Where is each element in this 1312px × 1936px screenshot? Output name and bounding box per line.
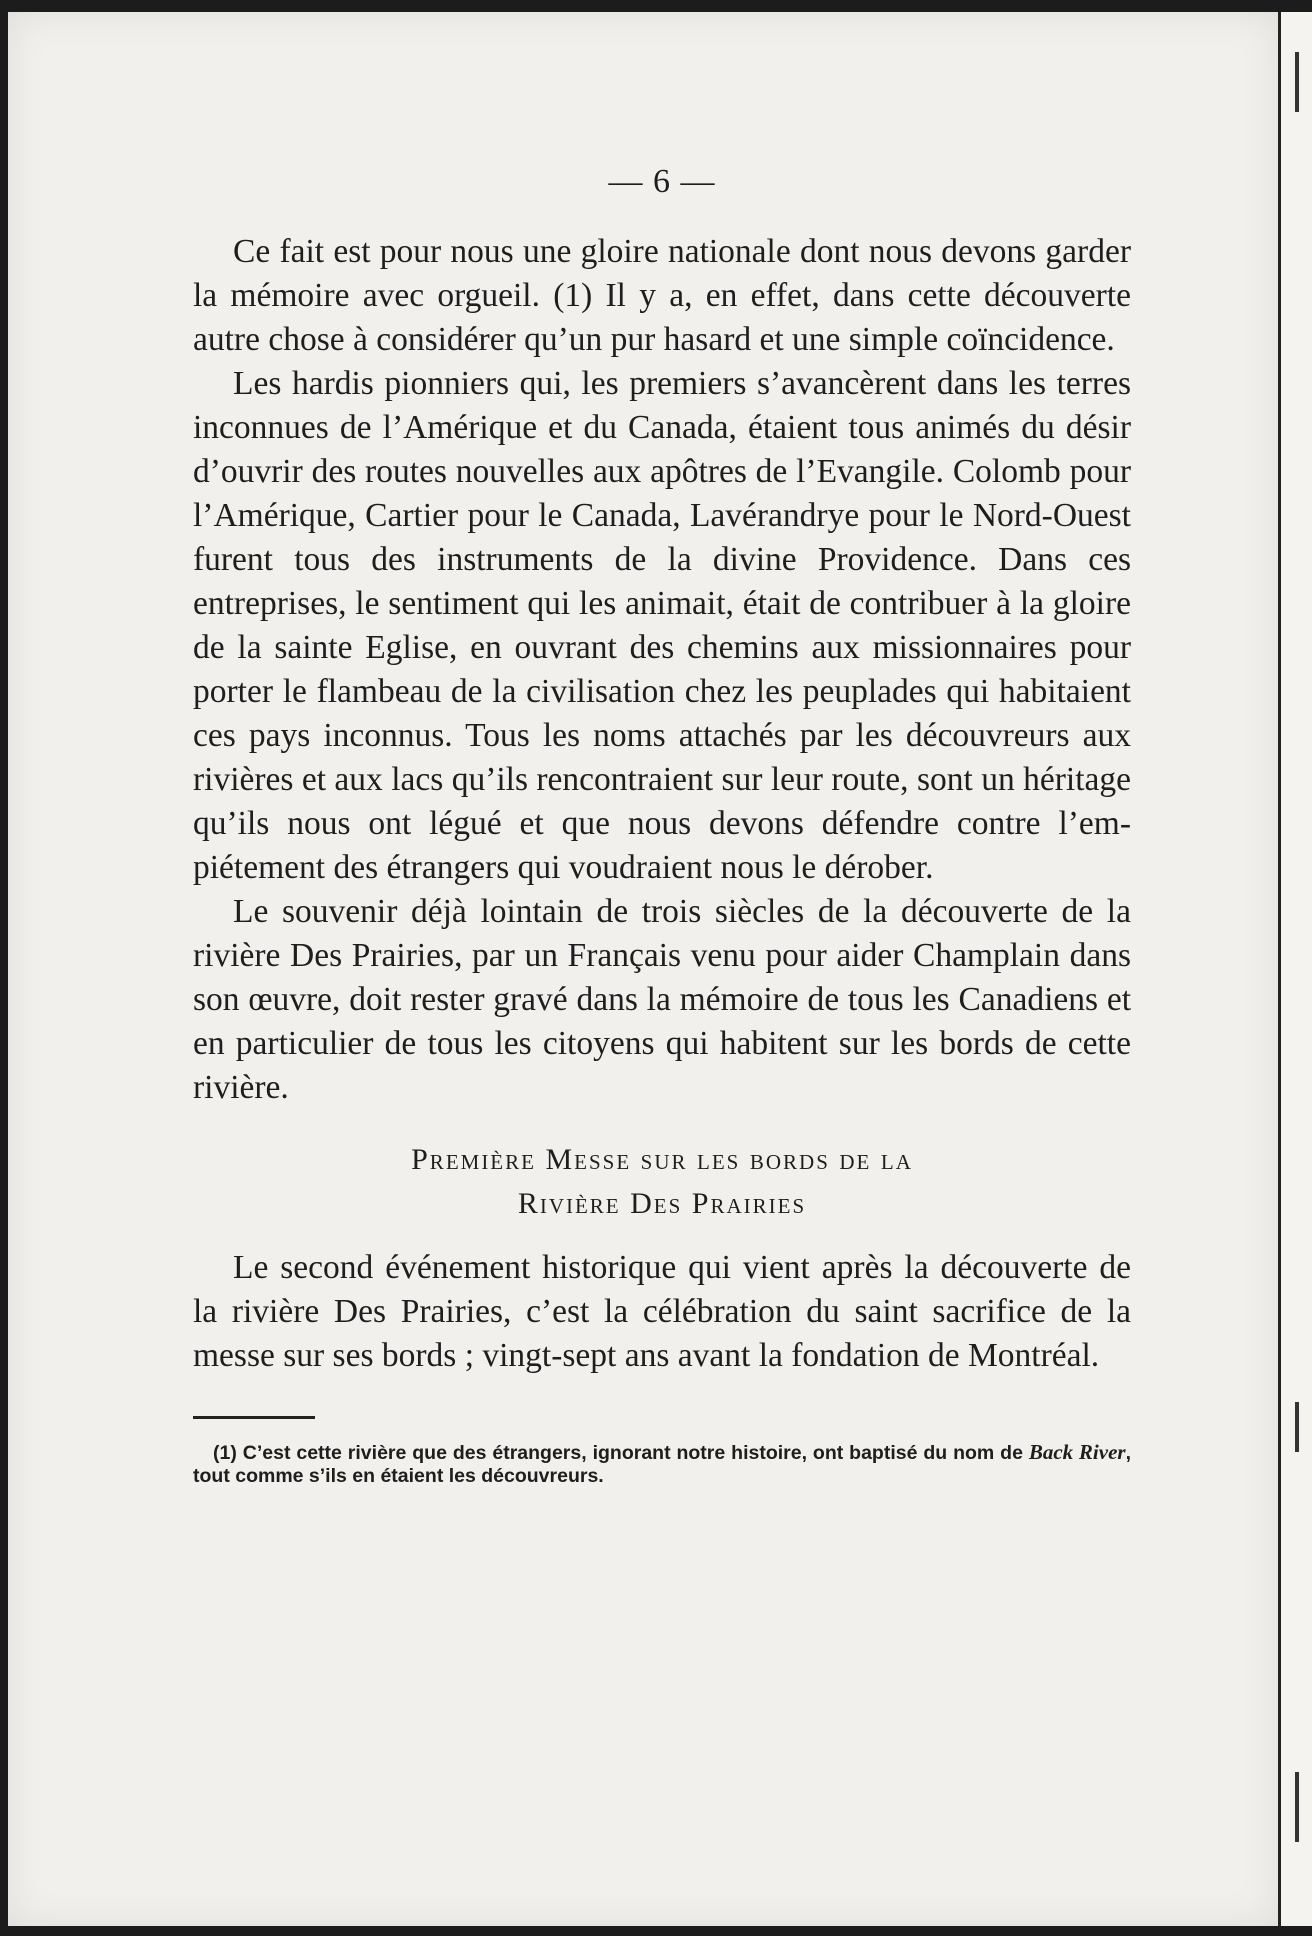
footnote-text-end: , tout comme s’ils en étaient les découvreurs. <box>193 1442 1131 1487</box>
adjacent-page-edge <box>1278 12 1312 1926</box>
paragraph-3: Le souvenir déjà lointain de trois siècles de la découverte de la rivière Des Prairies, par un Français venu pour aider Champlain dans son œuvre, doit rester gravé dans la mémoire de tous les Canadiens et en particulier de tous les citoyens qui habitent sur les bords de cette rivière. <box>193 893 1131 1106</box>
section-heading-line-2: Rivière Des Prairies <box>517 1187 807 1220</box>
page-number: — 6 — <box>608 163 716 200</box>
paragraph-2: Les hardis pionniers qui, les premiers s’avancèrent dans les terres inconnues de l’Amérique et du Canada, étaient tous animés du désir d’ouvrir des routes nouvelles aux apôtres de l’Evangile. Colomb pour l’Amérique, Cartier pour le Canada, Lavérandrye pour le Nord-Ouest furent tous des instruments de la divine Providence. Dans ces entreprises, le sentiment qui les animait, était de contribuer à la gloire de la sainte Eglise, en ouvrant des chemins aux missionnaires pour porter le flambeau de la civilisation chez les peuplades qui habitaient ces pays inconnus. Tous les noms attachés par les découvreurs aux rivières et aux lacs qu’ils rencontraient sur leur route, sont un héritage qu’ils nous ont légué et que nous devons défendre contre l’empiétement des étrangers qui voudraient nous le dérober. <box>193 365 1131 886</box>
edge-mark <box>1295 1402 1299 1452</box>
footnote-italic-text: Back River <box>1028 1440 1126 1464</box>
section-paragraph: Le second événement historique qui vient après la découverte de la rivière Des Prairies, c’est la célébration du saint sacrifice de la messe sur ses bords ; vingt-sept ans avant la fondation de Montréal. <box>193 1249 1131 1374</box>
edge-mark <box>1295 1772 1299 1842</box>
book-page <box>8 12 1278 1926</box>
footnote <box>193 1441 1131 1488</box>
paragraph-1: Ce fait est pour nous une gloire nationale dont nous devons garder la mémoire avec orgueil. (1) Il y a, en effet, dans cette découverte autre chose à considérer qu’un pur hasard et une simple coïncidence. <box>193 233 1131 358</box>
section-heading-line-1: Première Messe sur les bords de la <box>411 1143 913 1176</box>
footnote-divider <box>193 1416 315 1419</box>
text-block <box>193 162 1131 1488</box>
edge-mark <box>1295 52 1299 112</box>
footnote-text-start: (1) C’est cette rivière que des étrangers, ignorant notre histoire, ont baptisé du nom de <box>213 1442 1029 1464</box>
section-heading <box>193 1138 1131 1226</box>
